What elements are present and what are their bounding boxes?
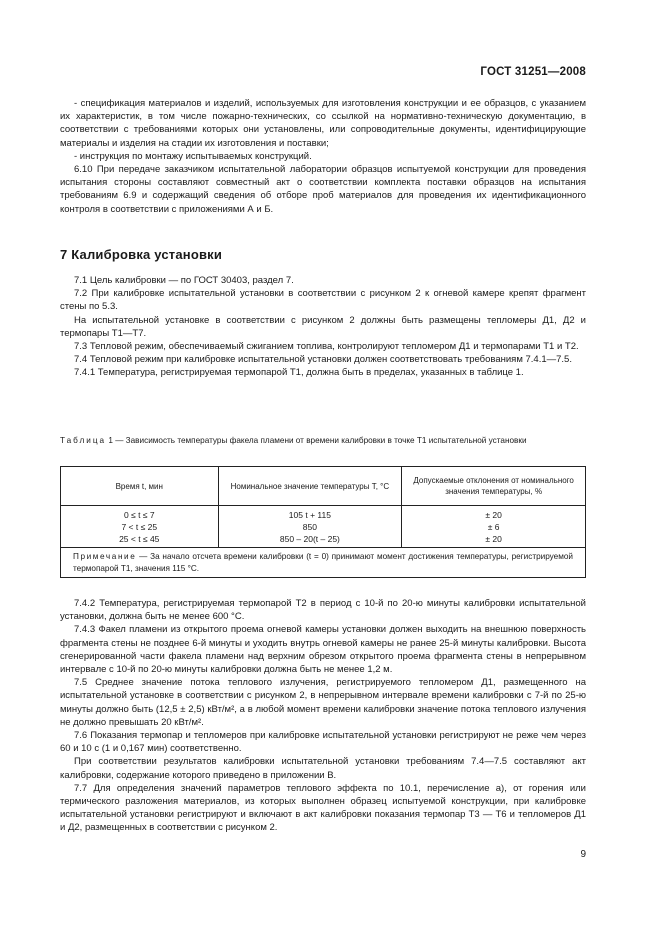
table-caption-label: Таблица <box>60 436 107 445</box>
clause-7-4-1: 7.4.1 Температура, регистрируемая термопарой Т1, должна быть в пределах, указанных в таблице 1. <box>74 367 524 379</box>
spec-list-item: - спецификация материалов и изделий, используемых для изготовления конструкции и ее образцов, с указанием их характеристик, в том числе пожарно-технических, со ссылкой на нормативно-техническую документацию, в соответствии с требованиями которых они установлены, или сопроводительные документы, идентифицирующие материалы и изделия на стадии их изготовления и поставки; <box>60 98 586 149</box>
time-value: 7 < t ≤ 25 <box>121 522 158 532</box>
section-title: 7 Калибровка установки <box>60 247 223 262</box>
tolerance-value: ± 20 <box>485 510 502 520</box>
col-header-tolerance: Допускаемые отклонения от номинального значения температуры, % <box>402 467 586 506</box>
table-header-row <box>61 467 586 506</box>
nominal-value: 850 – 20(t – 25) <box>279 534 340 544</box>
tolerance-cell <box>402 506 586 548</box>
clause-7-4-3: 7.4.3 Факел пламени из открытого проема огневой камеры установки должен выходить на внешнюю поверхность фрагмента стены не позднее 6-й минуты и уходить внутрь огневой камеры не ранее 25-й минуты калибровки. Высота сгенерированной части факела пламени над верхним обрезом открытого проема фрагмента стены в непрерывном интервале с 10-й по 20-ю минуты калибровки должна быть не менее 1,2 м. <box>60 624 586 676</box>
nominal-cell <box>218 506 402 548</box>
nominal-value: 105 t + 115 <box>288 510 331 520</box>
clause-7-2-b: На испытательной установке в соответствии с рисунком 2 должны быть размещены тепломеры Д1, Д2 и термопары Т1—Т7. <box>60 314 586 339</box>
note-text: — За начало отсчета времени калибровки (t = 0) принимают момент достижения температуры, регистрируемой термопарой Т1, значения 115 °С. <box>73 552 573 573</box>
page-number: 9 <box>580 849 586 860</box>
clause-6-10: 6.10 При передаче заказчиком испытательной лаборатории образцов испытуемой конструкции для проведения испытания стороны составляют совместный акт о соответствии комплекта поставки образцов на испытания требованиям 6.9 и содержащий сведения об отборе проб материалов для проведения их идентификационного контроля в соответствии с приложениями А и Б. <box>60 164 586 215</box>
standard-header: ГОСТ 31251—2008 <box>480 66 586 78</box>
table-caption-text: 1 — Зависимость температуры факела пламени от времени калибровки в точке Т1 испытательной установки <box>106 436 527 445</box>
tolerance-value: ± 6 <box>487 522 500 532</box>
clause-7-6-b: При соответствии результатов калибровки испытательной установки требованиям 7.4—7.5 составляют акт калибровки, содержание которого приведено в приложении В. <box>60 756 586 781</box>
table-note-row <box>61 548 586 578</box>
time-value: 25 < t ≤ 45 <box>119 534 160 544</box>
nominal-value: 850 <box>302 522 317 532</box>
clause-7-7: 7.7 Для определения значений параметров теплового эффекта по 10.1, перечисление а), от горения или термического разложения материалов, из которых выполнен образец испытуемой конструкции, при калибровке испытательной установки регистрируют и включают в акт калибровки показания термопар Т3 — Т6 и тепломеров Д1 и Д2, размещенных в соответствии с рисунком 2. <box>60 782 586 834</box>
time-cell <box>61 506 219 548</box>
clause-7-1: 7.1 Цель калибровки — по ГОСТ 30403, раздел 7. <box>74 275 294 286</box>
col-header-nominal: Номинальное значение температуры T, °C <box>218 467 402 506</box>
table-caption <box>60 435 586 447</box>
clause-7-3: 7.3 Тепловой режим, обеспечиваемый сжиганием топлива, контролируют тепломером Д1 и термопарами Т1 и Т2. <box>74 341 579 353</box>
tolerance-value: ± 20 <box>485 534 502 544</box>
clause-7-5: 7.5 Среднее значение потока теплового излучения, регистрируемого тепломером Д1, размещенного на испытательной установке в соответствии с рисунком 2, в непрерывном интервале времени калибровки с 7-й по 25-ю минуты должно быть (12,5 ± 2,5) кВт/м², а в любой момент времени калибровки значение потока теплового излучения не должно превышать 20 кВт/м². <box>60 677 586 728</box>
instruction-list-item: - инструкция по монтажу испытываемых конструкций. <box>74 150 312 162</box>
table-note <box>61 548 586 578</box>
note-label: Примечание <box>73 552 137 561</box>
intro-block <box>60 97 586 216</box>
section-7-continued <box>60 597 586 835</box>
time-value: 0 ≤ t ≤ 7 <box>123 510 155 520</box>
table-row <box>61 506 586 548</box>
col-header-time: Время t, мин <box>61 467 219 506</box>
calibration-table <box>60 466 586 578</box>
clause-7-4-2: 7.4.2 Температура, регистрируемая термопарой Т2 в период с 10-й по 20-ю минуты калибровки испытательной установки, должна быть не менее 600 °С. <box>60 598 586 623</box>
clause-7-6: 7.6 Показания термопар и тепломеров при калибровке испытательной установки регистрируют не реже чем через 60 и 10 с (1 и 0,167 мин) соответственно. <box>60 730 586 755</box>
clause-7-4: 7.4 Тепловой режим при калибровке испытательной установки должен соответствовать требованиям 7.4.1—7.5. <box>74 354 572 366</box>
clause-7-2: 7.2 При калибровке испытательной установки в соответствии с рисунком 2 к огневой камере крепят фрагмент стены по 5.3. <box>60 288 586 313</box>
section-7-body <box>60 274 586 380</box>
